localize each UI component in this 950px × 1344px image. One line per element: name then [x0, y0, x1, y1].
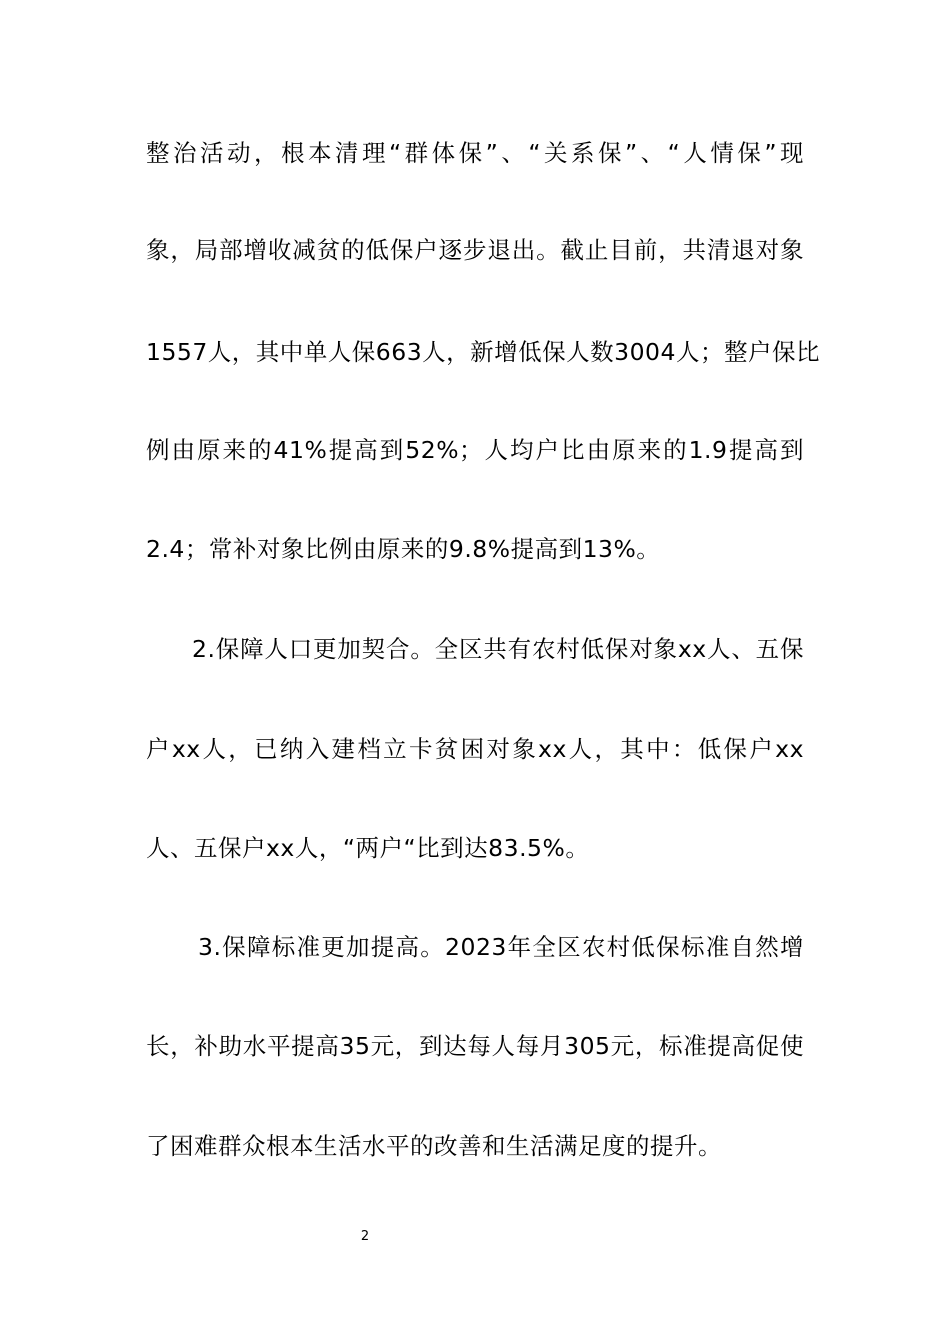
text-line-8: 人、五保户xx人，“两户“比到达83.5%。 [146, 834, 590, 862]
text-line-7: 户xx人，已纳入建档立卡贫困对象xx人，其中：低保户xx [146, 735, 804, 763]
page-number: 2 [360, 1229, 370, 1244]
text-line-10: 长，补助水平提高35元，到达每人每月305元，标准提高促使 [146, 1032, 804, 1060]
text-line-6: 2.保障人口更加契合。全区共有农村低保对象xx人、五保 [192, 635, 804, 663]
text-line-5: 2.4；常补对象比例由原来的9.8%提高到13%。 [146, 535, 661, 563]
text-line-2: 象，局部增收减贫的低保户逐步退出。截止目前，共清退对象 [146, 236, 804, 264]
text-line-3: 1557人，其中单人保663人，新增低保人数3004人；整户保比 [146, 338, 820, 366]
text-line-9: 3.保障标准更加提高。2023年全区农村低保标准自然增 [198, 933, 804, 961]
text-line-4: 例由原来的41%提高到52%；人均户比由原来的1.9提高到 [146, 436, 804, 464]
text-line-11: 了困难群众根本生活水平的改善和生活满足度的提升。 [146, 1132, 722, 1160]
text-line-1: 整治活动，根本清理“群体保”、“关系保”、“人情保”现 [146, 139, 804, 167]
